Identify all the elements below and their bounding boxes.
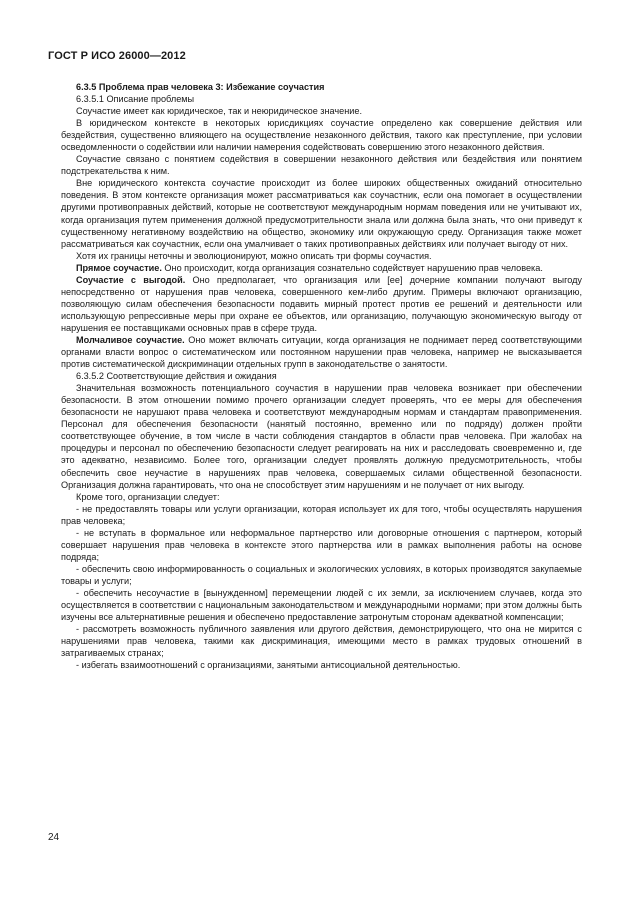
list-item: - обеспечить несоучастие в [вынужденном] перемещении людей с их земли, за исключением случаев, когда это осуществляется в соответствии с национальным законодательством и международными нормами; при этом должны быть изучены все альтернативные решения и обеспечено предоставление затронутым сторонам адекватной компенсации; — [61, 587, 582, 623]
list-item: - рассмотреть возможность публичного заявления или другого действия, демонстрирующего, что она не мирится с нарушениями прав человека, такими как дискриминация, имеющими место в рамках трудовых отношений в затрагиваемых странах; — [61, 624, 582, 659]
term-text: Оно происходит, когда организация сознательно содействует нарушению прав человека. — [161, 262, 543, 273]
subsection-title: 6.3.5.2 Соответствующие действия и ожидания — [76, 371, 277, 382]
term-text: Оно может включать ситуации, когда организация не поднимает перед соответствующими органами власти вопрос о систематическом или постоянном нарушении прав человека, например не высказывается против систематической дискриминации отдельных групп в законодательстве о занятости. — [61, 334, 582, 370]
paragraph: Хотя их границы неточны и эволюционируют, можно описать три формы соучастия. — [76, 250, 432, 261]
term-label: Прямое соучастие. — [76, 262, 162, 273]
list-item: - не предоставлять товары или услуги организации, которая использует их для того, чтобы осуществлять нарушения прав человека; — [61, 503, 582, 526]
page-body — [61, 81, 582, 671]
section-title: 6.3.5 Проблема прав человека 3: Избежание соучастия — [76, 82, 325, 92]
document-header: ГОСТ Р ИСО 26000—2012 — [48, 50, 186, 62]
direct-complicity-paragraph — [61, 262, 582, 274]
beneficial-complicity-paragraph — [61, 274, 582, 334]
term-text: Оно предполагает, что организация или [ее] дочерние компании получают выгоду непосредственно от нарушения прав человека, совершенного кем-либо другим. Примеры включают организацию, позволяющую силам обеспечения безопасности подавить мирный протест против ее решений и деятельности или использующую репрессивные меры при охране ее объектов, или организацию, получающую экономическую выгоду от нарушения ее поставщиками основных прав в сфере труда. — [61, 274, 582, 333]
paragraph: Соучастие имеет как юридическое, так и неюридическое значение. — [76, 106, 362, 117]
term-label: Соучастие с выгодой. — [76, 274, 186, 285]
term-label: Молчаливое соучастие. — [76, 334, 185, 345]
subsection-title: 6.3.5.1 Описание проблемы — [76, 94, 195, 105]
list-item: - избегать взаимоотношений с организациями, занятыми антисоциальной деятельностью. — [76, 660, 461, 671]
list-item: - не вступать в формальное или неформальное партнерство или договорные отношения с партнером, который совершает нарушения прав человека в контексте этого партнерства или в рамках выполнения работы на основе подряда; — [61, 527, 582, 562]
paragraph: В юридическом контексте в некоторых юрисдикциях соучастие определено как совершение действия или бездействия, существенно влияющего на осуществление незаконного действия, такого как преступление, при условии осведомленности о содействии или наличии намерения содействовать совершению этого незаконного действия. — [61, 118, 582, 153]
paragraph: Вне юридического контекста соучастие происходит из более широких общественных ожиданий относительно поведения. В этом контексте организация может рассматриваться как соучастник, если она помогает в осуществлении другими противоправных действий, которые не соответствуют международным нормам поведения или не учитывают их, когда организация путем применения должной предусмотрительности знала или должна была знать, что они приведут к существенному негативному воздействию на общество, экономику или окружающую среду. Организация также может рассматриваться как соучастник, если она умалчивает о таких противоправных действиях или получает выгоду от них. — [61, 178, 582, 249]
page-number: 24 — [48, 832, 60, 843]
paragraph: Кроме того, организации следует: — [76, 491, 220, 502]
silent-complicity-paragraph — [61, 334, 582, 370]
list-item: - обеспечить свою информированность о социальных и экологических условиях, в которых производятся закупаемые товары и услуги; — [61, 563, 582, 586]
paragraph: Соучастие связано с понятием содействия в совершении незаконного действия или бездействия или понятием подстрекательства к ним. — [61, 154, 582, 177]
paragraph: Значительная возможность потенциального соучастия в нарушении прав человека возникает при обеспечении безопасности. В этом отношении помимо прочего организации следует проверять, что ее меры для обеспечения безопасности не нарушают права человека и соответствуют международным нормам и стандартам правоприменения. Персонал для обеспечения безопасности (нанятый постоянно, временно или по подряду) должен пройти соответствующее обучение, в том числе в части соблюдения стандартов в области прав человека. При жалобах на процедуры и персонал по обеспечению безопасности следует реагировать на них и расследовать своевременно и, где это адекватно, независимо. Более того, организации следует проявлять должную предусмотрительность, чтобы обеспечить свое неучастие в нарушениях прав человека, совершаемых силами общественной безопасности. Организация должна гарантировать, что она не способствует этим нарушениям и не получает от них выгоду. — [61, 383, 582, 490]
